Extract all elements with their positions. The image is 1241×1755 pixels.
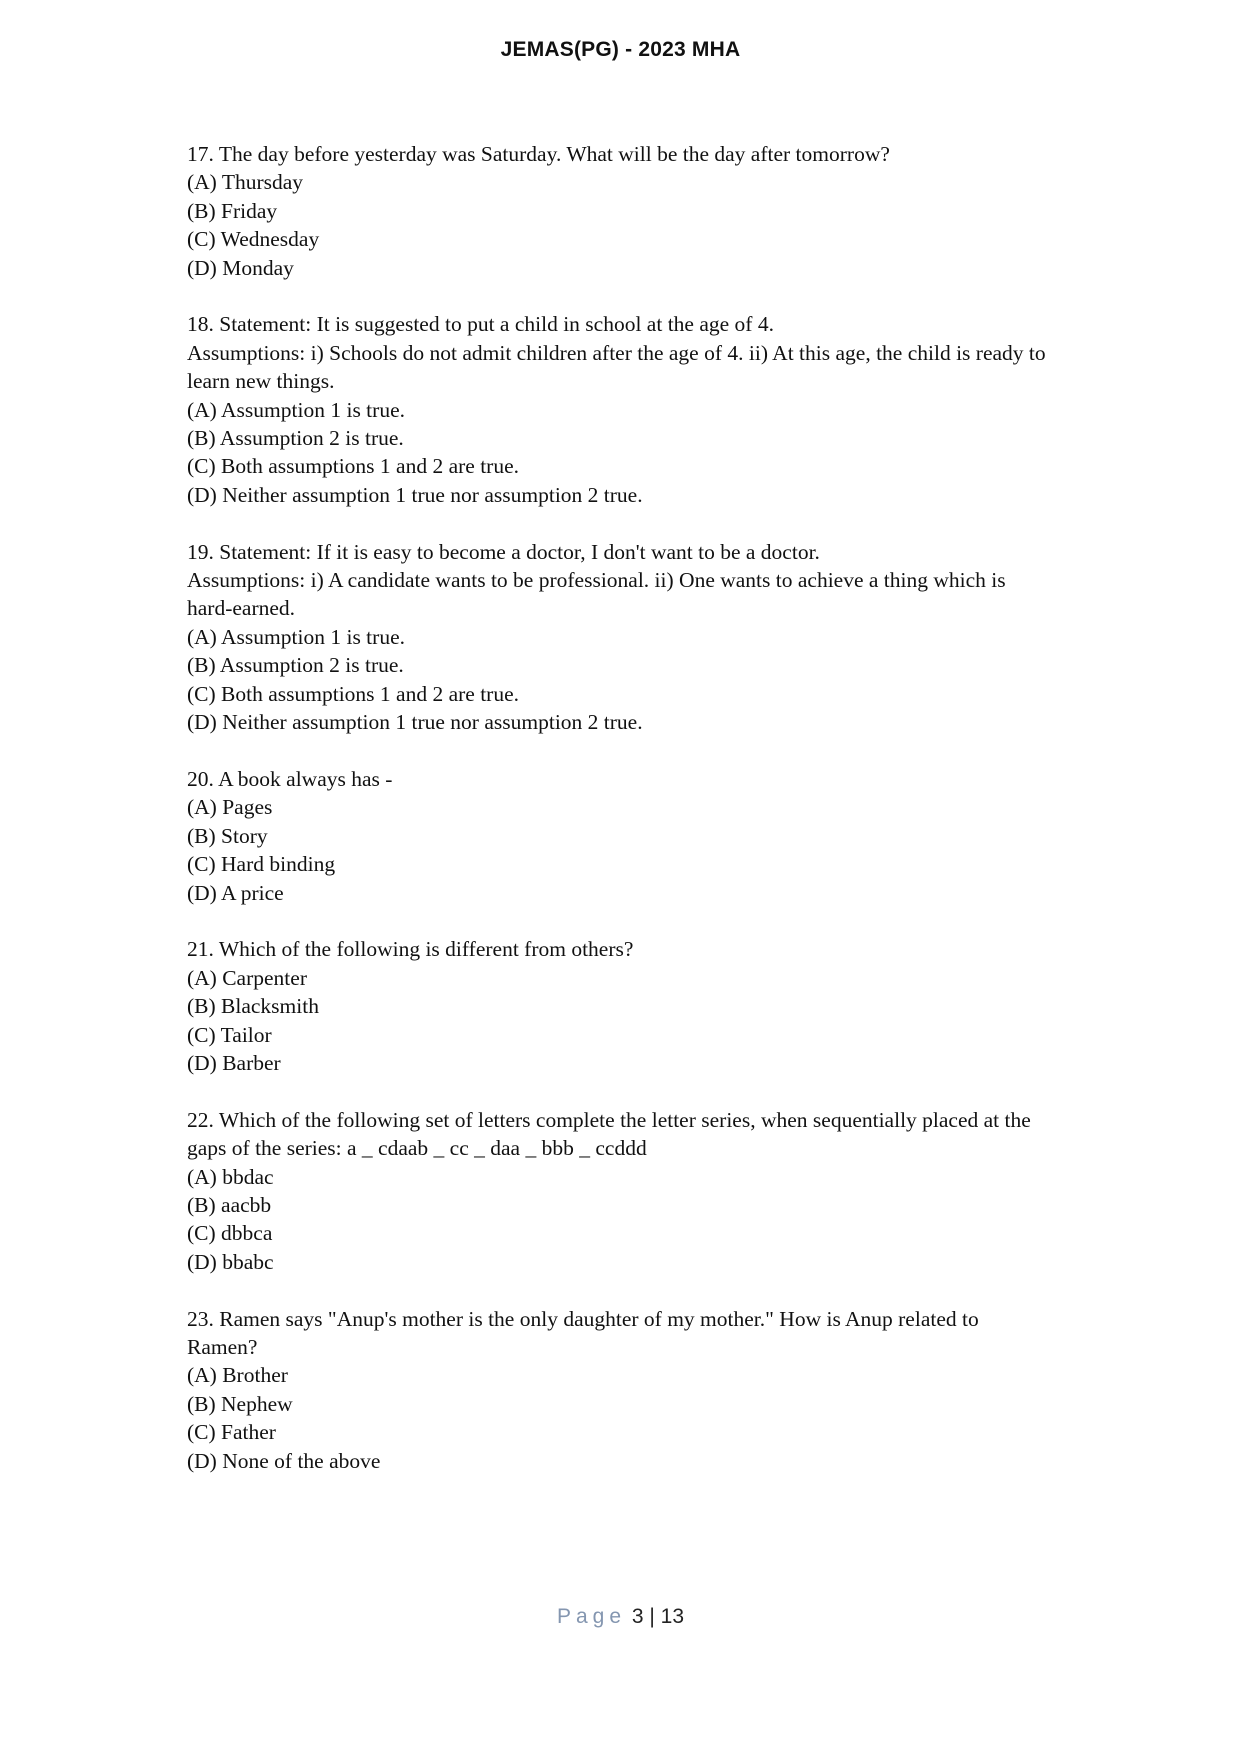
question-list — [187, 140, 1127, 1503]
question-20 — [187, 765, 1127, 907]
option-c: (C) Father — [187, 1420, 276, 1445]
option-a: (A) Brother — [187, 1363, 288, 1388]
option-d: (D) Neither assumption 1 true nor assumption 2 true. — [187, 482, 643, 507]
question-text: gaps of the series: a _ cdaab _ cc _ daa _ bbb _ ccddd — [187, 1136, 647, 1161]
option-d: (D) Barber — [187, 1050, 281, 1075]
option-a: (A) Pages — [187, 795, 273, 820]
page-footer — [0, 1605, 1241, 1629]
question-18 — [187, 310, 1127, 509]
option-c: (C) Both assumptions 1 and 2 are true. — [187, 454, 520, 479]
option-c: (C) Wednesday — [187, 227, 320, 252]
question-text: hard-earned. — [187, 596, 296, 621]
question-text: 18. Statement: It is suggested to put a child in school at the age of 4. — [187, 312, 774, 337]
option-b: (B) Friday — [187, 198, 278, 223]
question-text: learn new things. — [187, 369, 335, 394]
option-c: (C) Both assumptions 1 and 2 are true. — [187, 681, 520, 706]
option-a: (A) Assumption 1 is true. — [187, 397, 405, 422]
option-b: (B) aacbb — [187, 1192, 272, 1217]
question-21 — [187, 935, 1127, 1077]
question-text: 17. The day before yesterday was Saturday. What will be the day after tomorrow? — [187, 142, 890, 166]
question-19 — [187, 538, 1127, 737]
option-d: (D) None of the above — [187, 1448, 381, 1473]
question-text: Assumptions: i) Schools do not admit children after the age of 4. ii) At this age, the child is ready to — [187, 340, 1046, 365]
option-d: (D) Monday — [187, 255, 294, 280]
option-a: (A) Thursday — [187, 170, 304, 195]
question-22 — [187, 1106, 1127, 1276]
option-d: (D) bbabc — [187, 1249, 274, 1274]
option-a: (A) bbdac — [187, 1164, 274, 1189]
question-17 — [187, 140, 1127, 282]
question-text: 22. Which of the following set of letters complete the letter series, when sequentially placed at the — [187, 1107, 1031, 1132]
question-text: 20. A book always has - — [187, 766, 393, 791]
option-a: (A) Carpenter — [187, 965, 307, 990]
option-b: (B) Nephew — [187, 1391, 293, 1416]
option-c: (C) dbbca — [187, 1221, 273, 1246]
option-c: (C) Tailor — [187, 1022, 272, 1047]
option-c: (C) Hard binding — [187, 852, 336, 877]
question-text: 21. Which of the following is different from others? — [187, 937, 634, 962]
question-text: 19. Statement: If it is easy to become a doctor, I don't want to be a doctor. — [187, 539, 820, 564]
option-d: (D) Neither assumption 1 true nor assumption 2 true. — [187, 710, 643, 735]
page-number: 3 | 13 — [631, 1605, 685, 1628]
option-b: (B) Blacksmith — [187, 994, 319, 1019]
option-b: (B) Assumption 2 is true. — [187, 653, 404, 678]
page-label: Page — [556, 1605, 627, 1628]
option-a: (A) Assumption 1 is true. — [187, 624, 405, 649]
question-text: Assumptions: i) A candidate wants to be professional. ii) One wants to achieve a thing which is — [187, 568, 1006, 593]
question-text: Ramen? — [187, 1334, 258, 1359]
page-header-title: JEMAS(PG) - 2023 MHA — [500, 38, 741, 61]
question-23 — [187, 1305, 1127, 1475]
option-b: (B) Story — [187, 823, 268, 848]
question-text: 23. Ramen says "Anup's mother is the only daughter of my mother." How is Anup related to — [187, 1306, 979, 1331]
option-b: (B) Assumption 2 is true. — [187, 426, 404, 451]
option-d: (D) A price — [187, 880, 284, 905]
